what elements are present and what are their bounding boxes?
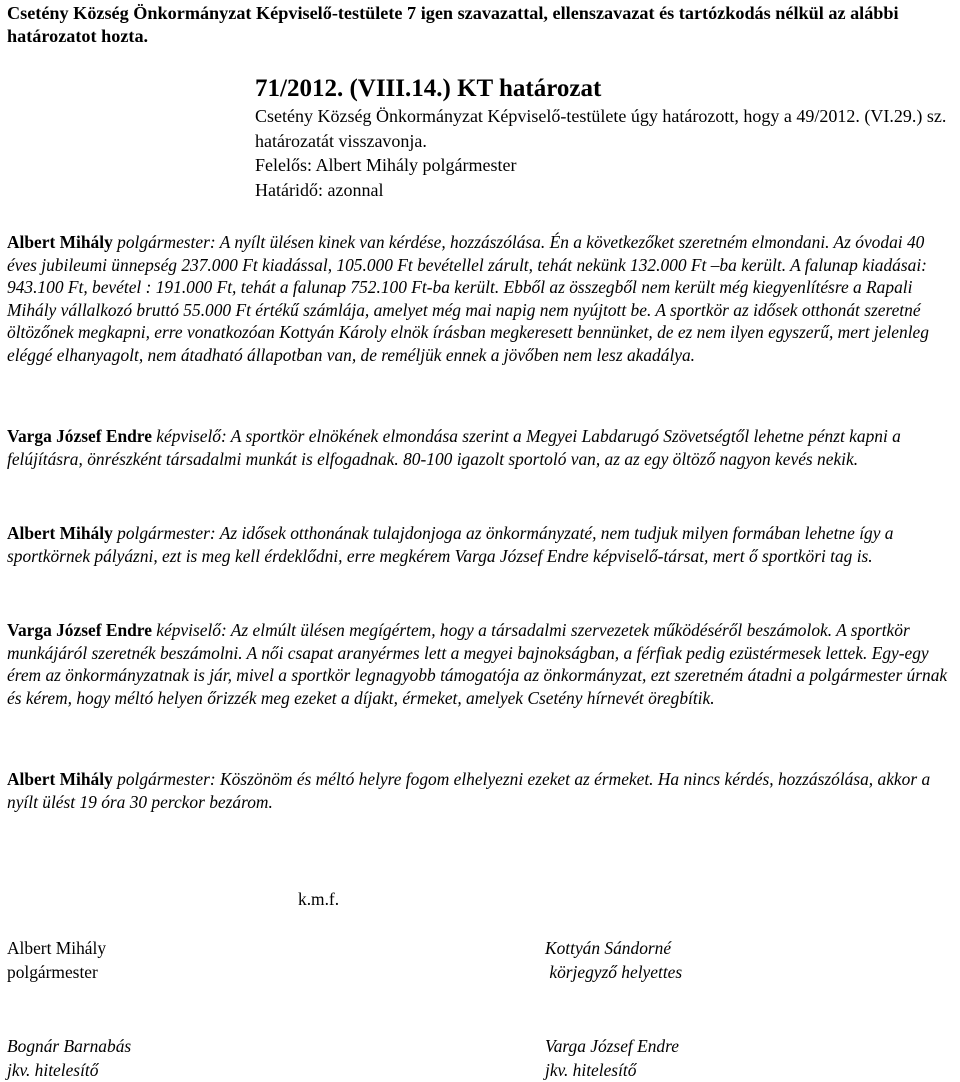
paragraph-text: Köszönöm és méltó helyre fogom elhelyezni ezeket az érmeket. Ha nincs kérdés, hozzászólása, akkor a nyílt ülést 19 óra 30 perckor bezárom. <box>7 769 931 812</box>
speaker-role: képviselő: <box>151 426 231 446</box>
signature-name: Bognár Barnabás <box>7 1036 132 1056</box>
paragraph-2 <box>7 425 954 470</box>
paragraph-text: Az elmúlt ülésen megígértem, hogy a társadalmi szervezetek működéséről beszámolok. A sportkör munkájáról szeretnék beszámolni. A női csapat aranyérmes lett a megyei bajnokságban, a férfiak pedig ezüstérmesek lettek. Egy-egy érem az önkormányzatnak is jár, mivel a sportkör legnagyobb támogatója az önkormányzat, ezt szeretném átadni a polgármester úrnak és kérem, hogy méltó helyen őrizzék meg ezeket a díjakt, érmeket, amelyek Csetény hírnevét öregbítik. <box>7 620 948 708</box>
speaker-role: polgármester: <box>112 523 220 543</box>
resolution-responsible: Felelős: Albert Mihály polgármester <box>255 155 517 175</box>
signature-notary <box>545 936 682 984</box>
paragraph-1 <box>7 231 954 367</box>
intro-statement: Csetény Község Önkormányzat Képviselő-testülete 7 igen szavazattal, ellenszavazat és tartózkodás nélkül az alábbi határozatot hozta. <box>7 3 899 46</box>
paragraph-4 <box>7 619 954 709</box>
speaker-name: Albert Mihály <box>7 769 113 789</box>
speaker-role: polgármester: <box>112 232 220 252</box>
signature-title: polgármester <box>7 962 98 982</box>
speaker-name: Albert Mihály <box>7 232 113 252</box>
signature-authenticator-1 <box>7 1034 131 1082</box>
resolution-block <box>255 74 955 202</box>
paragraph-3 <box>7 522 954 567</box>
speaker-name: Varga József Endre <box>7 426 152 446</box>
speaker-name: Varga József Endre <box>7 620 152 640</box>
signature-title: jkv. hitelesítő <box>545 1060 637 1080</box>
paragraph-text: Az idősek otthonának tulajdonjoga az önkormányzaté, nem tudjuk milyen formában lehetne így a sportkörnek pályázni, ezt is meg kell érdeklődni, erre megkérem Varga József Endre képviselő-társat, mert ő sportköri tag is. <box>7 523 894 566</box>
signature-name: Kottyán Sándorné <box>545 938 672 958</box>
signature-name: Varga József Endre <box>545 1036 679 1056</box>
signature-title: jkv. hitelesítő <box>7 1060 99 1080</box>
paragraph-5 <box>7 768 954 813</box>
paragraph-text: A nyílt ülésen kinek van kérdése, hozzászólása. Én a következőket szeretném elmondani. Az óvodai 40 éves jubileumi ünnepség 237.000 Ft kiadással, 105.000 Ft bevétellel zárult, tehát nekünk 132.000 Ft –ba került. A falunap kiadásai: 943.100 Ft, bevétel : 191.000 Ft, tehát a falunap 752.100 Ft-ba került. Ebből az összegből nem került még kiegyenlítésre a Rapali Mihály vállalkozó bruttó 55.000 Ft értékű számlája, amelyet még mai napig nem nyújtott be. A sportkör az idősek otthonát szeretné öltözőnek megkapni, erre vonatkozóan Kottyán Károly elnök írásban megkeresett bennünket, de ez nem ilyen egyszerű, mert jelenleg eléggé elhanyagolt, nem átadható állapotban van, de reméljük ennek a jövőben nem lesz akadálya. <box>7 232 929 365</box>
signature-mayor <box>7 936 106 984</box>
signature-authenticator-2 <box>545 1034 679 1082</box>
resolution-text: Csetény Község Önkormányzat Képviselő-testülete úgy határozott, hogy a 49/2012. (VI.29.) sz. határozatát visszavonja. <box>255 106 947 151</box>
kmf-label: k.m.f. <box>298 889 340 909</box>
speaker-role: képviselő: <box>151 620 231 640</box>
speaker-name: Albert Mihály <box>7 523 113 543</box>
speaker-role: polgármester: <box>112 769 221 789</box>
resolution-title: 71/2012. (VIII.14.) KT határozat <box>255 75 602 102</box>
resolution-deadline: Határidő: azonnal <box>255 179 384 200</box>
signature-name: Albert Mihály <box>7 938 107 958</box>
signature-title: körjegyző helyettes <box>545 962 683 982</box>
paragraph-text: A sportkör elnökének elmondása szerint a Megyei Labdarugó Szövetségtől lehetne pénzt kapni a felújításra, önrészként társadalmi munkát is elfogadnak. 80-100 igazolt sportoló van, az az egy öltöző nagyon kevés nekik. <box>7 426 901 469</box>
